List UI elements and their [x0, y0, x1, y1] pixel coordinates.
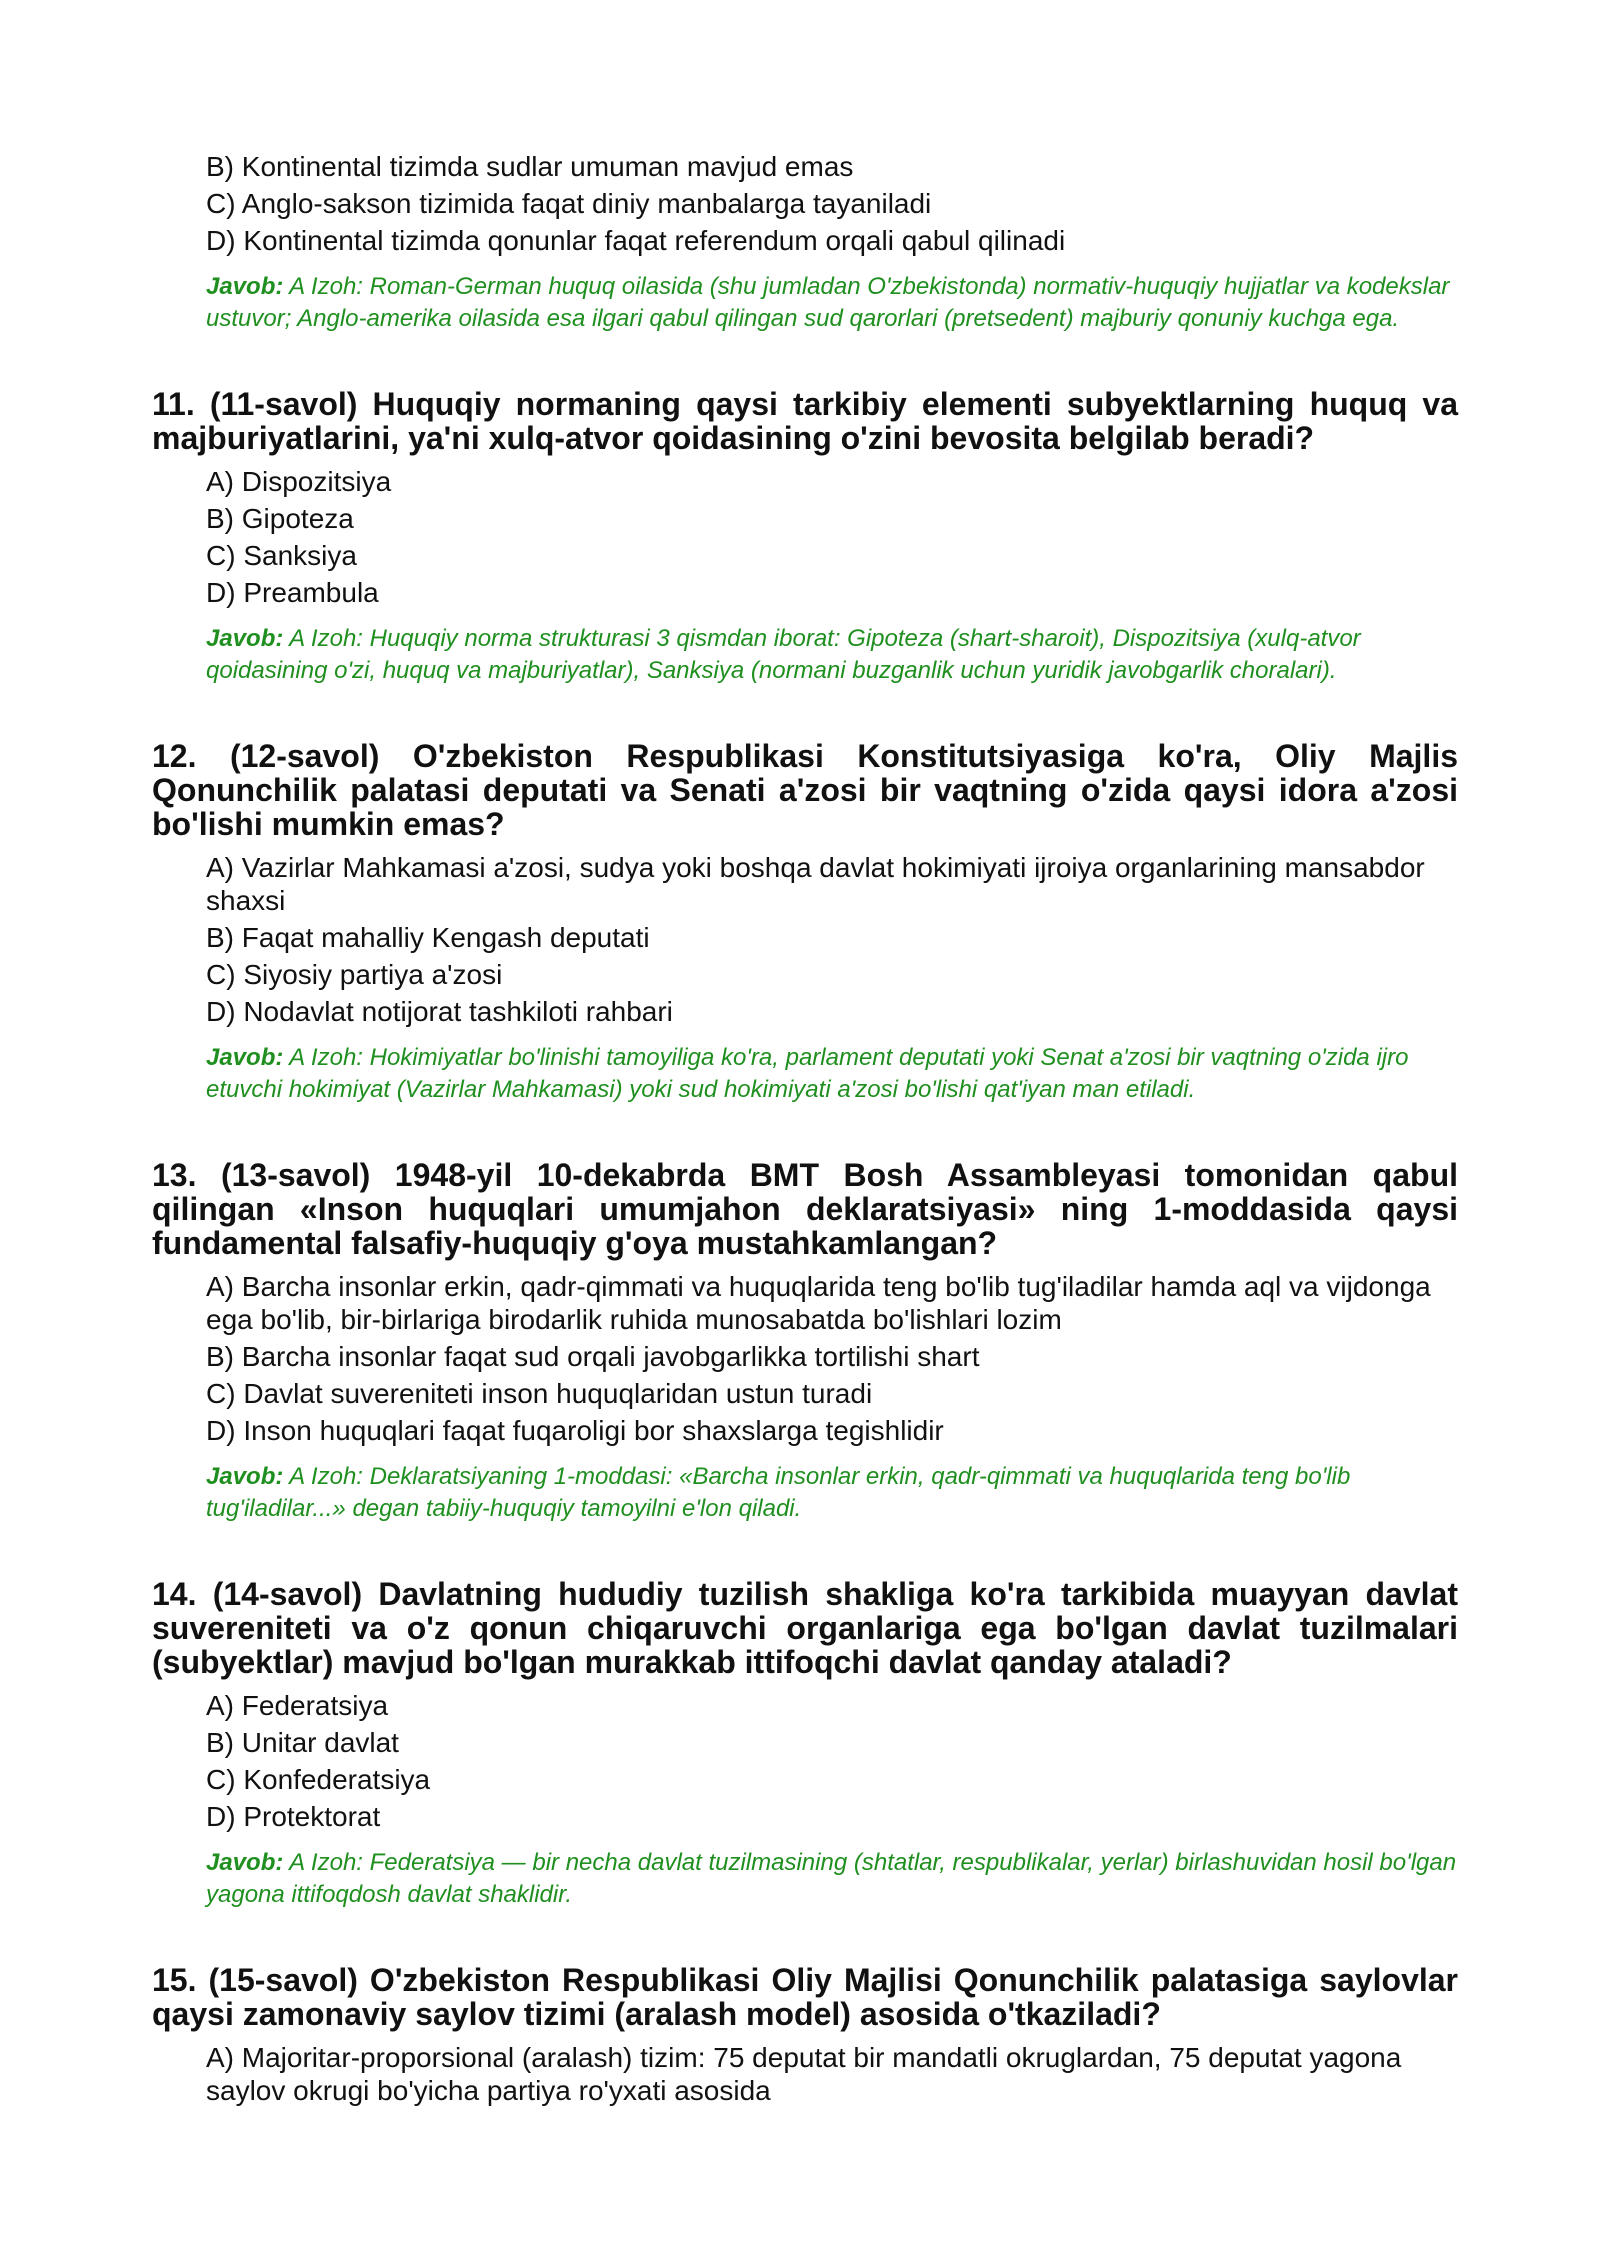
option-list: [152, 465, 1458, 609]
question-10-continued: [152, 150, 1458, 335]
answer-text: A Izoh: Roman-German huquq oilasida (shu jumladan O'zbekistonda) normativ-huquqiy hujjatlar va kodekslar ustuvor; Anglo-amerika oilasida esa ilgari qabul qilingan sud qarorlari (pretsedent) majburiy qonuniy kuchga ega.: [206, 273, 1450, 332]
document-page: [152, 150, 1458, 2111]
option-c: C) Anglo-sakson tizimida faqat diniy manbalarga tayaniladi: [206, 188, 932, 219]
option-d: D) Nodavlat notijorat tashkiloti rahbari: [206, 996, 673, 1027]
answer-explanation: [206, 1042, 1458, 1106]
question-title: 15. (15-savol) O'zbekiston Respublikasi Oliy Majlisi Qonunchilik palatasiga saylovlar qaysi zamonaviy saylov tizimi (aralash model) asosida o'tkaziladi?: [152, 1962, 1458, 2032]
answer-label: Javob:: [206, 273, 284, 300]
question-14: [152, 1577, 1458, 1911]
answer-explanation: [206, 623, 1458, 687]
answer-label: Javob:: [206, 1044, 284, 1071]
option-d: D) Protektorat: [206, 1801, 381, 1832]
option-d: D) Kontinental tizimda qonunlar faqat referendum orqali qabul qilinadi: [206, 225, 1066, 256]
question-title: 12. (12-savol) O'zbekiston Respublikasi Konstitutsiyasiga ko'ra, Oliy Majlis Qonunchilik palatasi deputati va Senati a'zosi bir vaqtning o'zida qaysi idora a'zosi bo'lishi mumkin emas?: [152, 738, 1458, 842]
option-c: C) Sanksiya: [206, 540, 357, 571]
option-list: [152, 851, 1458, 1028]
question-title: 14. (14-savol) Davlatning hududiy tuzilish shakliga ko'ra tarkibida muayyan davlat suvereniteti va o'z qonun chiqaruvchi organlariga ega bo'lgan davlat tuzilmalari (subyektlar) mavjud bo'lgan murakkab ittifoqchi davlat qanday ataladi?: [152, 1576, 1458, 1680]
question-title: 11. (11-savol) Huquqiy normaning qaysi tarkibiy elementi subyektlarning huquq va majburiyatlarini, ya'ni xulq-atvor qoidasining o'zini bevosita belgilab beradi?: [152, 386, 1458, 456]
option-b: B) Gipoteza: [206, 503, 354, 534]
option-list: [152, 2041, 1458, 2107]
answer-text: A Izoh: Huquqiy norma strukturasi 3 qismdan iborat: Gipoteza (shart-sharoit), Dispozitsiya (xulq-atvor qoidasining o'zi, huquq va majburiyatlar), Sanksiya (normani buzganlik uchun yuridik javobgarlik choralari).: [206, 625, 1361, 684]
option-c: C) Siyosiy partiya a'zosi: [206, 959, 503, 990]
question-12: [152, 739, 1458, 1106]
option-list: [152, 150, 1458, 257]
option-a: A) Dispozitsiya: [206, 466, 392, 497]
option-b: B) Kontinental tizimda sudlar umuman mavjud emas: [206, 151, 854, 182]
option-a: A) Federatsiya: [206, 1690, 389, 1721]
option-d: D) Inson huquqlari faqat fuqaroligi bor shaxslarga tegishlidir: [206, 1415, 944, 1446]
option-list: [152, 1689, 1458, 1833]
question-title: 13. (13-savol) 1948-yil 10-dekabrda BMT Bosh Assambleyasi tomonidan qabul qilingan «Inson huquqlari umumjahon deklaratsiyasi» ning 1-moddasida qaysi fundamental falsafiy-huquqiy g'oya mustahkamlangan?: [152, 1157, 1458, 1261]
question-11: [152, 387, 1458, 687]
answer-label: Javob:: [206, 625, 284, 652]
option-b: B) Barcha insonlar faqat sud orqali javobgarlikka tortilishi shart: [206, 1341, 980, 1372]
option-b: B) Unitar davlat: [206, 1727, 399, 1758]
question-15: [152, 1963, 1458, 2107]
answer-text: A Izoh: Deklaratsiyaning 1-moddasi: «Barcha insonlar erkin, qadr-qimmati va huquqlarida teng bo'lib tug'iladilar...» degan tabiiy-huquqiy tamoyilni e'lon qiladi.: [206, 1463, 1351, 1522]
option-d: D) Preambula: [206, 577, 379, 608]
answer-label: Javob:: [206, 1849, 284, 1876]
answer-explanation: [206, 1847, 1458, 1911]
option-a: A) Majoritar-proporsional (aralash) tizim: 75 deputat bir mandatli okruglardan, 75 deputat yagona saylov okrugi bo'yicha partiya ro'yxati asosida: [206, 2042, 1402, 2106]
question-13: [152, 1158, 1458, 1525]
answer-text: A Izoh: Hokimiyatlar bo'linishi tamoyiliga ko'ra, parlament deputati yoki Senat a'zosi bir vaqtning o'zida ijro etuvchi hokimiyat (Vazirlar Mahkamasi) yoki sud hokimiyati a'zosi bo'lishi qat'iyan man etiladi.: [206, 1044, 1409, 1103]
answer-explanation: [206, 271, 1458, 335]
option-a: A) Vazirlar Mahkamasi a'zosi, sudya yoki boshqa davlat hokimiyati ijroiya organlarining mansabdor shaxsi: [206, 852, 1425, 916]
option-a: A) Barcha insonlar erkin, qadr-qimmati va huquqlarida teng bo'lib tug'iladilar hamda aql va vijdonga ega bo'lib, bir-birlariga birodarlik ruhida munosabatda bo'lishlari lozim: [206, 1271, 1431, 1335]
answer-label: Javob:: [206, 1463, 284, 1490]
answer-text: A Izoh: Federatsiya — bir necha davlat tuzilmasining (shtatlar, respublikalar, yerlar) birlashuvidan hosil bo'lgan yagona ittifoqdosh davlat shaklidir.: [206, 1849, 1457, 1908]
option-list: [152, 1270, 1458, 1447]
answer-explanation: [206, 1461, 1458, 1525]
option-c: C) Davlat suvereniteti inson huquqlaridan ustun turadi: [206, 1378, 873, 1409]
option-c: C) Konfederatsiya: [206, 1764, 431, 1795]
option-b: B) Faqat mahalliy Kengash deputati: [206, 922, 650, 953]
